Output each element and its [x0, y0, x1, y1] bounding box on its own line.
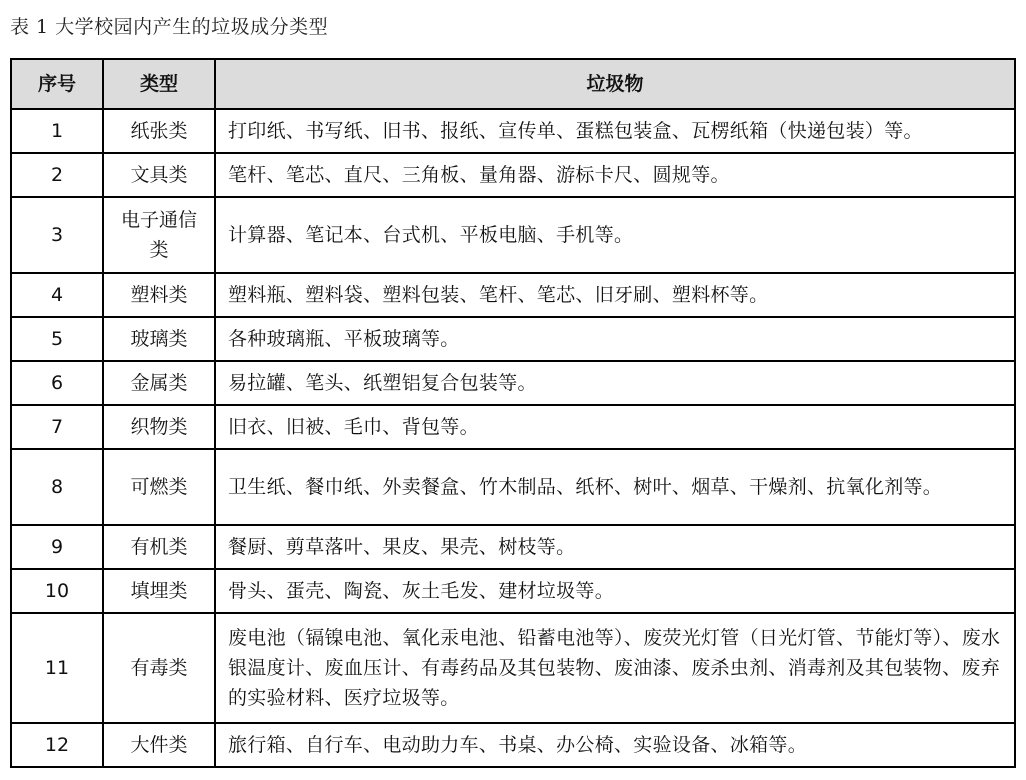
row-items: 骨头、蛋壳、陶瓷、灰土毛发、建材垃圾等。 — [215, 569, 1015, 613]
row-number: 5 — [11, 317, 103, 361]
table-row — [11, 569, 1015, 613]
row-number: 6 — [11, 361, 103, 405]
table-row — [11, 273, 1015, 317]
row-type: 玻璃类 — [103, 317, 215, 361]
row-number: 3 — [11, 197, 103, 273]
row-items: 计算器、笔记本、台式机、平板电脑、手机等。 — [215, 197, 1015, 273]
row-number: 2 — [11, 153, 103, 197]
row-type: 有毒类 — [103, 613, 215, 723]
row-type: 电子通信类 — [103, 197, 215, 273]
row-items: 各种玻璃瓶、平板玻璃等。 — [215, 317, 1015, 361]
row-items: 废电池（镉镍电池、氧化汞电池、铅蓄电池等）、废荧光灯管（日光灯管、节能灯等）、废水银温度计、废血压计、有毒药品及其包装物、废油漆、废杀虫剂、消毒剂及其包装物、废弃的实验材料、医疗垃圾等。 — [215, 613, 1015, 723]
row-number: 12 — [11, 723, 103, 767]
row-number: 9 — [11, 525, 103, 569]
row-items: 易拉罐、笔头、纸塑铝复合包装等。 — [215, 361, 1015, 405]
table-row — [11, 723, 1015, 767]
row-number: 7 — [11, 405, 103, 449]
row-type: 有机类 — [103, 525, 215, 569]
table-row — [11, 525, 1015, 569]
header-row — [11, 59, 1015, 109]
row-items: 卫生纸、餐巾纸、外卖餐盒、竹木制品、纸杯、树叶、烟草、干燥剂、抗氧化剂等。 — [215, 449, 1015, 525]
row-number: 11 — [11, 613, 103, 723]
table-row — [11, 109, 1015, 153]
row-type: 塑料类 — [103, 273, 215, 317]
row-items: 塑料瓶、塑料袋、塑料包装、笔杆、笔芯、旧牙刷、塑料杯等。 — [215, 273, 1015, 317]
row-items: 打印纸、书写纸、旧书、报纸、宣传单、蛋糕包装盒、瓦楞纸箱（快递包装）等。 — [215, 109, 1015, 153]
table-caption: 表 1 大学校园内产生的垃圾成分类型 — [10, 16, 329, 38]
header-type: 类型 — [103, 59, 215, 109]
table-row — [11, 449, 1015, 525]
row-type: 填埋类 — [103, 569, 215, 613]
row-number: 10 — [11, 569, 103, 613]
header-number: 序号 — [11, 59, 103, 109]
table-row — [11, 153, 1015, 197]
row-number: 1 — [11, 109, 103, 153]
row-items: 餐厨、剪草落叶、果皮、果壳、树枝等。 — [215, 525, 1015, 569]
table-row — [11, 197, 1015, 273]
row-type: 纸张类 — [103, 109, 215, 153]
row-number: 8 — [11, 449, 103, 525]
table-row — [11, 317, 1015, 361]
table-row — [11, 405, 1015, 449]
row-type: 文具类 — [103, 153, 215, 197]
waste-classification-table — [10, 58, 1016, 768]
row-items: 旅行箱、自行车、电动助力车、书桌、办公椅、实验设备、冰箱等。 — [215, 723, 1015, 767]
table-row — [11, 361, 1015, 405]
row-type: 织物类 — [103, 405, 215, 449]
row-items: 笔杆、笔芯、直尺、三角板、量角器、游标卡尺、圆规等。 — [215, 153, 1015, 197]
row-type: 大件类 — [103, 723, 215, 767]
row-items: 旧衣、旧被、毛巾、背包等。 — [215, 405, 1015, 449]
header-items: 垃圾物 — [215, 59, 1015, 109]
row-type: 可燃类 — [103, 449, 215, 525]
table-row — [11, 613, 1015, 723]
row-type: 金属类 — [103, 361, 215, 405]
row-number: 4 — [11, 273, 103, 317]
